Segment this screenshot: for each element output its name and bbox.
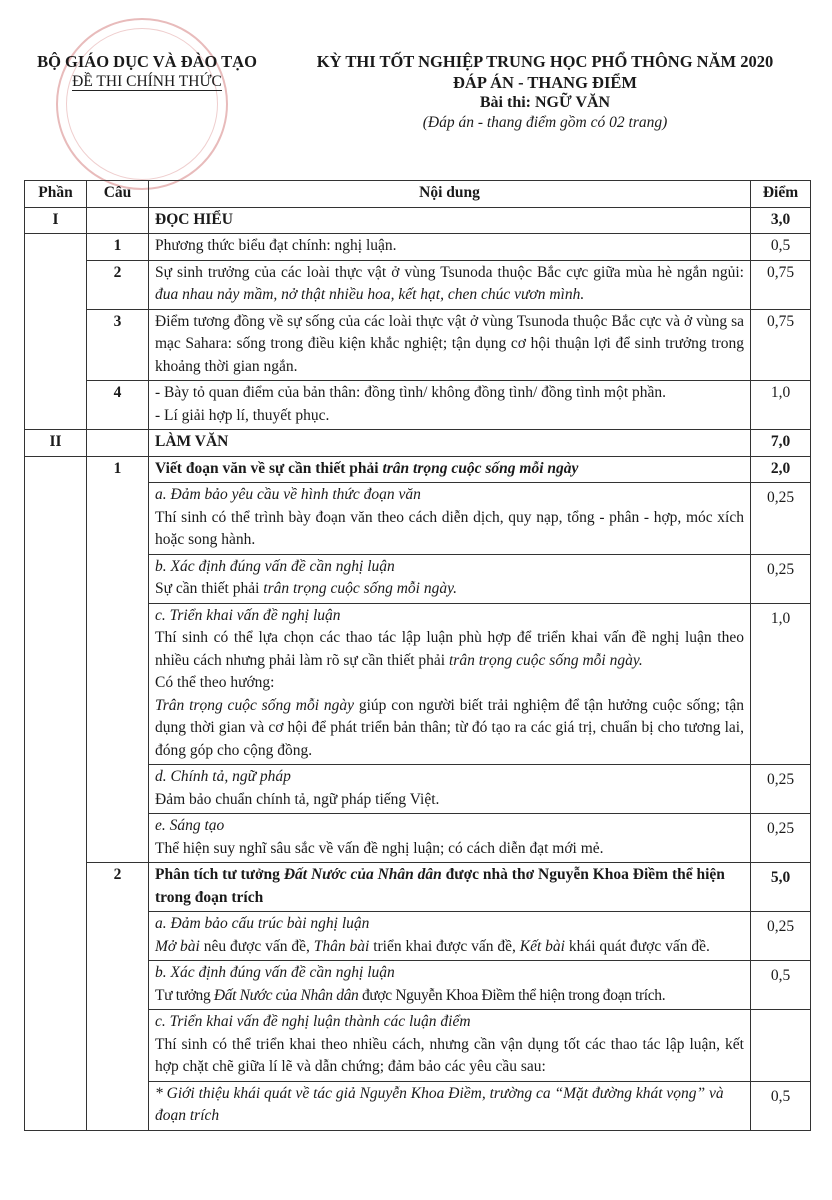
criterion-body: triển khai được vấn đề, [369,937,520,955]
exam-title-block [285,52,805,132]
criterion-body: Thí sinh có thể triển khai theo nhiều cách, nhưng cần vận dụng tốt các thao tác lập luận, kết hợp chặt chẽ giữa lí lẽ và dẫn chứng; đảm bảo các yêu cầu sau: [155,1035,744,1075]
criterion-head: b. Xác định đúng vấn đề cần nghị luận [155,557,395,575]
criterion-body-italic: Kết bài [519,937,565,955]
ministry-name: BỘ GIÁO DỤC VÀ ĐÀO TẠO [37,52,257,71]
criterion-head: e. Sáng tạo [155,817,225,834]
criterion-body: Thí sinh có thể lựa chọn các thao tác lập luận phù hợp để triển khai vấn đề nghị luận theo nhiều cách nhưng phải làm rõ sự cần thiết phải [155,629,744,669]
criterion [149,1010,751,1082]
criterion-body-italic: Đất Nước của Nhân dân [213,986,359,1004]
answer-table [24,180,811,1131]
question-number: 2 [87,260,149,309]
answer-text-plain: Sự sinh trưởng của các loài thực vật ở vùng Tsunoda thuộc Bắc cực giữa mùa hè ngắn ngủi: [155,263,744,281]
table-row [25,381,811,430]
answer-line: - Bày tỏ quan điểm của bản thân: đồng tình/ không đồng tình/ đồng tình một phần. [155,384,667,401]
criterion-head: a. Đảm bảo cấu trúc bài nghị luận [155,915,370,932]
official-seal [56,18,228,190]
score-cell: 0,5 [751,1081,811,1130]
title-text: được nhà thơ Nguyễn Khoa Điềm thể hiện trong đoạn trích [155,866,725,906]
table-header-row [25,181,811,208]
criterion [149,483,751,555]
criterion-body-italic: Mở bài [155,937,200,955]
criterion-body: Tư tưởng [155,986,214,1004]
criterion-body: được Nguyễn Khoa Điềm thể hiện trong đoạn trích. [358,986,666,1004]
criterion [149,961,751,1010]
part-title: LÀM VĂN [149,430,751,457]
score-cell: 0,25 [751,554,811,603]
issuer-block [22,52,272,91]
question-number: 4 [87,381,149,430]
criterion [149,814,751,863]
criterion-body: Có thể theo hướng: [155,674,275,691]
answer-key-title: ĐÁP ÁN - THANG ĐIỂM [453,73,637,92]
answer-text: Phương thức biểu đạt chính: nghị luận. [149,234,751,261]
table-row [25,234,811,261]
table-row [25,456,811,483]
criterion-body-italic: Thân bài [313,937,370,955]
score-cell: 3,0 [751,207,811,234]
criterion-head: b. Xác định đúng vấn đề cần nghị luận [155,964,395,981]
table-row [25,309,811,381]
section-title [149,863,751,912]
answer-text-italic: đua nhau nảy mầm, nở thật nhiều hoa, kết hạt, chen chúc vươn mình. [155,286,585,303]
criterion-body: nêu được vấn đề, [199,937,314,955]
question-number: 2 [87,863,149,1131]
table-row [25,207,811,234]
criterion-body: Thể hiện suy nghĩ sâu sắc về vấn đề nghị luận; có cách diễn đạt mới mẻ. [155,839,604,857]
answer-line: - Lí giải hợp lí, thuyết phục. [155,406,330,424]
answer-text [149,260,751,309]
score-cell: 0,25 [751,814,811,863]
criterion [149,603,751,765]
criterion-body-italic: Trân trọng cuộc sống mỗi ngày [155,696,354,714]
criterion [149,912,751,961]
criterion-body: Thí sinh có thể trình bày đoạn văn theo cách diễn dịch, quy nạp, tổng - phân - hợp, móc xích hoặc song hành. [155,508,744,548]
answer-text: Điểm tương đồng về sự sống của các loài thực vật ở vùng Tsunoda thuộc Bắc cực và ở vùng sa mạc Sahara: sống trong điều kiện khắc nghiệt; tận dụng cơ hội thuận lợi để sinh trưởng trong khoảng thời gian ngắn. [149,309,751,381]
official-label: ĐỀ THI CHÍNH THỨC [72,73,222,90]
question-number: 1 [87,234,149,261]
score-cell: 0,25 [751,483,811,555]
page-note: (Đáp án - thang điểm gồm có 02 trang) [422,114,668,131]
table-row [25,430,811,457]
subject-title: Bài thi: NGỮ VĂN [479,94,611,111]
score-cell: 2,0 [751,456,811,483]
score-cell: 0,25 [751,912,811,961]
score-cell: 5,0 [751,863,811,912]
header-question: Câu [87,181,149,208]
section-title [149,456,751,483]
score-cell: 0,75 [751,309,811,381]
title-text-italic: Đất Nước của Nhân dân [283,866,442,883]
criterion-head: a. Đảm bảo yêu cầu về hình thức đoạn văn [155,486,421,503]
score-cell: 7,0 [751,430,811,457]
criterion-body: giúp con người biết trải nghiệm để tận hưởng cuộc sống; tận dụng thời gian và cơ hội để phát triển bản thân; từ đó tạo ra các giá trị, chuẩn bị cho tương lai, đóng góp cho cộng đồng. [155,696,744,759]
table-row [25,863,811,912]
criterion-head: c. Triển khai vấn đề nghị luận [155,606,341,624]
question-number: 1 [87,456,149,863]
criterion-head: d. Chính tả, ngữ pháp [155,768,291,785]
criterion-head: c. Triển khai vấn đề nghị luận thành các luận điểm [155,1013,471,1030]
criterion-body: Đảm bảo chuẩn chính tả, ngữ pháp tiếng Việt. [155,790,440,808]
part-label: I [25,207,87,234]
title-text-italic: trân trọng cuộc sống mỗi ngày [382,459,579,477]
criterion-body: Sự cần thiết phải [155,580,264,597]
answer-text [149,381,751,430]
table-row [25,260,811,309]
criterion-body-italic: trân trọng cuộc sống mỗi ngày. [449,651,643,669]
header-score: Điểm [751,181,811,208]
score-cell: 0,5 [751,234,811,261]
header-part: Phần [25,181,87,208]
criterion [149,554,751,603]
question-number: 3 [87,309,149,381]
score-cell: 1,0 [751,381,811,430]
score-cell: 0,75 [751,260,811,309]
score-cell: 0,5 [751,961,811,1010]
score-cell: 0,25 [751,765,811,814]
part-label: II [25,430,87,457]
part-title: ĐỌC HIỂU [149,207,751,234]
title-text: Phân tích tư tưởng [155,866,284,883]
criterion: * Giới thiệu khái quát về tác giả Nguyễn Khoa Điềm, trường ca “Mặt đường khát vọng” và đoạn trích [149,1081,751,1130]
criterion-body-italic: trân trọng cuộc sống mỗi ngày. [263,580,458,597]
score-cell: 1,0 [751,603,811,765]
header-content: Nội dung [149,181,751,208]
criterion-body: khái quát được vấn đề. [564,937,710,955]
exam-title: KỲ THI TỐT NGHIỆP TRUNG HỌC PHỔ THÔNG NĂM 2020 [316,52,774,71]
criterion [149,765,751,814]
title-text: Viết đoạn văn về sự cần thiết phải [155,459,383,477]
